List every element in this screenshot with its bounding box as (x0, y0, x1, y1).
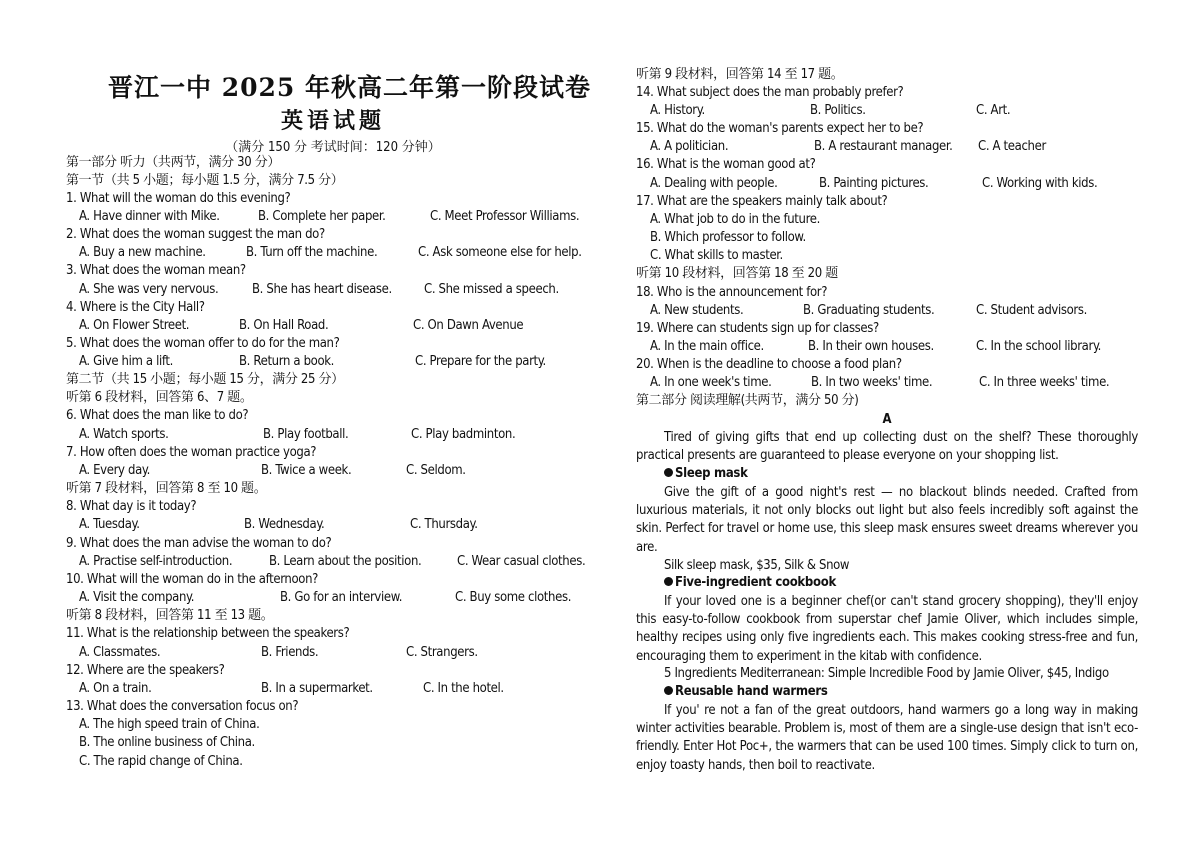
part2-heading: 第二部分 阅读理解(共两节，满分 50 分) (636, 393, 859, 408)
q2-option-a: A. Buy a new machine. (79, 245, 206, 260)
q20-option-b: B. In two weeks' time. (811, 375, 933, 390)
question-6: 6. What does the man like to do? (66, 408, 249, 423)
question-16: 16. What is the woman good at? (636, 157, 816, 172)
question-2: 2. What does the woman suggest the man do? (66, 227, 325, 242)
q15-option-c: C. A teacher (978, 139, 1046, 154)
item-price-cookbook: 5 Ingredients Mediterranean: Simple Incredible Food by Jamie Oliver, $45, Indigo (664, 666, 1109, 681)
bullet-dot-icon (664, 686, 673, 695)
item-desc-hand-warmers (636, 702, 1138, 775)
item-name: Reusable hand warmers (675, 684, 828, 699)
question-1: 1. What will the woman do this evening? (66, 191, 291, 206)
score-line: （满分 150 分 考试时间：120 分钟） (225, 140, 441, 155)
q12-option-b: B. In a supermarket. (261, 681, 373, 696)
q8-option-a: A. Tuesday. (79, 517, 140, 532)
q16-option-c: C. Working with kids. (982, 176, 1098, 191)
q17-option-b: B. Which professor to follow. (650, 230, 806, 245)
question-4: 4. Where is the City Hall? (66, 300, 205, 315)
question-20: 20. When is the deadline to choose a food plan? (636, 357, 902, 372)
material-note-10: 听第 10 段材料，回答第 18 至 20 题 (636, 266, 838, 281)
q6-option-a: A. Watch sports. (79, 427, 169, 442)
q8-option-b: B. Wednesday. (244, 517, 325, 532)
q9-option-c: C. Wear casual clothes. (457, 554, 586, 569)
question-7: 7. How often does the woman practice yoga? (66, 445, 317, 460)
q7-option-c: C. Seldom. (406, 463, 466, 478)
q3-option-a: A. She was very nervous. (79, 282, 219, 297)
q2-option-c: C. Ask someone else for help. (418, 245, 582, 260)
q17-option-c: C. What skills to master. (650, 248, 783, 263)
question-18: 18. Who is the announcement for? (636, 285, 828, 300)
q7-option-b: B. Twice a week. (261, 463, 352, 478)
q4-option-c: C. On Dawn Avenue (413, 318, 524, 333)
q18-option-a: A. New students. (650, 303, 744, 318)
passage-intro (636, 429, 1138, 465)
q9-option-a: A. Practise self-introduction. (79, 554, 233, 569)
item-heading-hand-warmers (664, 684, 828, 699)
q3-option-b: B. She has heart disease. (252, 282, 392, 297)
section2-heading: 第二节（共 15 小题；每小题 15 分，满分 25 分） (66, 372, 344, 387)
question-8: 8. What day is it today? (66, 499, 197, 514)
q10-option-c: C. Buy some clothes. (455, 590, 572, 605)
q19-option-c: C. In the school library. (976, 339, 1102, 354)
item-name: Five-ingredient cookbook (675, 575, 836, 590)
q4-option-b: B. On Hall Road. (239, 318, 329, 333)
question-15: 15. What do the woman's parents expect her to be? (636, 121, 924, 136)
q13-option-a: A. The high speed train of China. (79, 717, 260, 732)
q7-option-a: A. Every day. (79, 463, 150, 478)
q18-option-c: C. Student advisors. (976, 303, 1087, 318)
q1-option-a: A. Have dinner with Mike. (79, 209, 220, 224)
q6-option-c: C. Play badminton. (411, 427, 516, 442)
question-17: 17. What are the speakers mainly talk about? (636, 194, 888, 209)
q19-option-b: B. In their own houses. (808, 339, 934, 354)
item-desc-sleep-mask (636, 484, 1138, 557)
question-5: 5. What does the woman offer to do for the man? (66, 336, 340, 351)
item-desc-text: Give the gift of a good night's rest — no blackout blinds needed. Crafted from luxurious materials, it not only blocks out light but also feels incredibly soft against the skin. Perfect for travel or home use, this sleep mask ensures sweet dreams wherever you are. (636, 485, 1138, 555)
question-13: 13. What does the conversation focus on? (66, 699, 299, 714)
material-note-9: 听第 9 段材料，回答第 14 至 17 题。 (636, 67, 844, 82)
material-note-7: 听第 7 段材料，回答第 8 至 10 题。 (66, 481, 267, 496)
question-3: 3. What does the woman mean? (66, 263, 246, 278)
q3-option-c: C. She missed a speech. (424, 282, 559, 297)
item-price-sleep-mask: Silk sleep mask, $35, Silk & Snow (664, 558, 850, 573)
material-note-6: 听第 6 段材料，回答第 6、7 题。 (66, 390, 253, 405)
q16-option-b: B. Painting pictures. (819, 176, 929, 191)
q15-option-a: A. A politician. (650, 139, 729, 154)
question-14: 14. What subject does the man probably prefer? (636, 85, 904, 100)
q11-option-c: C. Strangers. (406, 645, 478, 660)
item-heading-cookbook (664, 575, 836, 590)
bullet-dot-icon (664, 468, 673, 477)
q1-option-b: B. Complete her paper. (258, 209, 386, 224)
bullet-dot-icon (664, 577, 673, 586)
q9-option-b: B. Learn about the position. (269, 554, 422, 569)
question-11: 11. What is the relationship between the speakers? (66, 626, 350, 641)
item-desc-text: If your loved one is a beginner chef(or can't stand grocery shopping), they'll enjoy this easy-to-follow cookbook from superstar chef Jamie Oliver, which includes simple, healthy recipes using only five ingredients each. This makes cooking stress-free and fun, encouraging them to experiment in the kitab with confidence. (636, 594, 1138, 664)
exam-subtitle: 英语试题 (280, 108, 385, 134)
q17-option-a: A. What job to do in the future. (650, 212, 820, 227)
q10-option-b: B. Go for an interview. (280, 590, 403, 605)
q14-option-a: A. History. (650, 103, 705, 118)
question-10: 10. What will the woman do in the afternoon? (66, 572, 319, 587)
q4-option-a: A. On Flower Street. (79, 318, 190, 333)
q20-option-c: C. In three weeks' time. (979, 375, 1110, 390)
q1-option-c: C. Meet Professor Williams. (430, 209, 580, 224)
q8-option-c: C. Thursday. (410, 517, 478, 532)
q11-option-b: B. Friends. (261, 645, 319, 660)
part1-heading: 第一部分 听力（共两节，满分 30 分） (66, 155, 281, 170)
item-desc-cookbook (636, 593, 1138, 666)
exam-title: 晋江一中 2025 年秋高二年第一阶段试卷 (108, 73, 591, 102)
item-name: Sleep mask (675, 466, 748, 481)
item-heading-sleep-mask (664, 466, 748, 481)
q18-option-b: B. Graduating students. (803, 303, 935, 318)
q11-option-a: A. Classmates. (79, 645, 161, 660)
q15-option-b: B. A restaurant manager. (814, 139, 953, 154)
q19-option-a: A. In the main office. (650, 339, 764, 354)
q13-option-b: B. The online business of China. (79, 735, 255, 750)
material-note-8: 听第 8 段材料，回答第 11 至 13 题。 (66, 608, 274, 623)
question-19: 19. Where can students sign up for classes? (636, 321, 879, 336)
q6-option-b: B. Play football. (263, 427, 349, 442)
question-12: 12. Where are the speakers? (66, 663, 225, 678)
passage-label: A (882, 412, 892, 427)
q14-option-c: C. Art. (976, 103, 1011, 118)
item-desc-text: If you' re not a fan of the great outdoors, hand warmers go a long way in making winter activities bearable. Problem is, most of them are a single-use design that isn't eco-friendly. Enter Hot Poc+, the warmers that can be used 100 times. Simply click to turn on, enjoy toasty hands, then boil to reactivate. (636, 703, 1138, 773)
q2-option-b: B. Turn off the machine. (246, 245, 378, 260)
q10-option-a: A. Visit the company. (79, 590, 195, 605)
q5-option-b: B. Return a book. (239, 354, 335, 369)
q20-option-a: A. In one week's time. (650, 375, 772, 390)
q5-option-c: C. Prepare for the party. (415, 354, 546, 369)
section1-heading: 第一节（共 5 小题；每小题 1.5 分，满分 7.5 分） (66, 173, 344, 188)
passage-intro-text: Tired of giving gifts that end up collecting dust on the shelf? These thoroughly practical presents are guaranteed to please everyone on your shopping list. (636, 430, 1138, 464)
q14-option-b: B. Politics. (810, 103, 866, 118)
q12-option-c: C. In the hotel. (423, 681, 504, 696)
q5-option-a: A. Give him a lift. (79, 354, 174, 369)
q12-option-a: A. On a train. (79, 681, 152, 696)
q16-option-a: A. Dealing with people. (650, 176, 778, 191)
q13-option-c: C. The rapid change of China. (79, 754, 243, 769)
question-9: 9. What does the man advise the woman to do? (66, 536, 332, 551)
